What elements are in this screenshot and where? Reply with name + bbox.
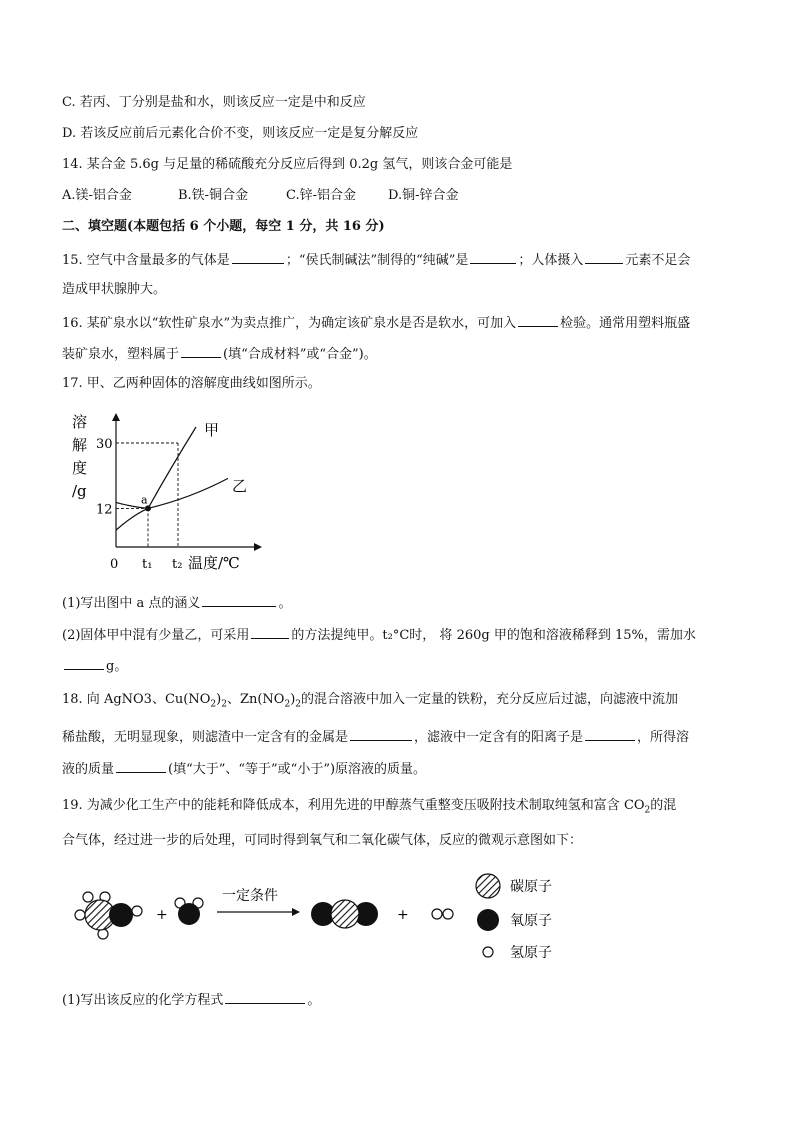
legend-carbon-label: 碳原子	[510, 879, 552, 895]
q19-sub1	[62, 990, 320, 1010]
q16-text-3: 装矿泉水，塑料属于	[62, 347, 180, 362]
q17-blank-3[interactable]	[64, 656, 104, 670]
q16-text-2: 检验。通常用塑料瓶盛	[560, 316, 691, 331]
q15-line1	[62, 250, 690, 270]
water-molecule	[175, 898, 203, 925]
q18-text-6: 液的质量	[62, 762, 115, 777]
q18-cu-close: )	[216, 692, 222, 707]
q14-options	[62, 187, 459, 205]
co2-molecule	[311, 900, 378, 928]
series-yi-curve	[116, 478, 228, 508]
q15-blank-2[interactable]	[470, 250, 516, 264]
q19-line1	[62, 797, 676, 820]
q17-stem: 17. 甲、乙两种固体的溶解度曲线如图所示。	[62, 376, 321, 391]
q18-zn-close: )	[290, 692, 296, 707]
y-axis-label-char: 溶	[72, 413, 88, 431]
q16-blank-2[interactable]	[181, 344, 221, 358]
q18-cu-open: (NO	[183, 692, 211, 707]
x-axis-arrow	[254, 543, 262, 551]
q19-sub1-text: (1)写出该反应的化学方程式	[62, 993, 224, 1008]
q19-sub1-end: 。	[307, 993, 321, 1008]
q18-blank-1[interactable]	[350, 727, 412, 741]
q17-sub2-line2	[62, 656, 127, 676]
q18-text-3: 稀盐酸，无明显现象，则滤渣中一定含有的金属是	[62, 730, 349, 745]
q13-option-c: C. 若丙、丁分别是盐和水，则该反应一定是中和反应	[62, 95, 366, 110]
solubility-chart	[70, 405, 270, 580]
series-yi-label: 乙	[232, 477, 248, 495]
q15-text-2: ；“侯氏制碱法”制得的“纯碱”是	[285, 253, 469, 268]
q17-blank-1[interactable]	[202, 593, 276, 607]
q14-option-b: B.铁-铜合金	[178, 188, 249, 203]
q15-text-4: 元素不足会	[625, 253, 691, 268]
q17-sub2-text-2: 的方法提纯甲。t₂°C时， 将 260g 甲的饱和溶液稀释到 15%，需加水	[291, 628, 696, 643]
q17-sub2	[62, 625, 696, 645]
q18-text-4: ，滤液中一定含有的阳离子是	[414, 730, 584, 745]
y-axis-label-char: /g	[72, 482, 87, 500]
y-axis-arrow	[112, 413, 120, 421]
plus-sign-1: +	[156, 907, 168, 923]
q18-cu-formula	[183, 692, 227, 710]
q16-line2	[62, 344, 377, 364]
legend-oxygen-label: 氧原子	[510, 913, 552, 929]
q18-cu-sub: 2	[210, 699, 217, 710]
q19-text-1: 19. 为减少化工生产中的能耗和降低成本，利用先进的甲醇蒸气重整变压吸附技术制取纯氢和富含 CO	[62, 798, 645, 813]
q16-line1	[62, 313, 690, 333]
legend-hydrogen-icon	[483, 947, 493, 957]
q18-blank-3[interactable]	[116, 759, 166, 773]
q14-option-d: D.铜-锌合金	[388, 188, 459, 203]
q18-line1	[62, 691, 678, 714]
q18-text-7: (填“大于”、“等于”或“小于”)原溶液的质量。	[168, 762, 427, 777]
x-tick-label: t₂	[172, 557, 183, 572]
reaction-arrow-head	[292, 908, 300, 916]
q19-blank-1[interactable]	[225, 990, 305, 1004]
x-tick-label: t₁	[142, 557, 153, 572]
q13-option-d: D. 若该反应前后元素化合价不变，则该反应一定是复分解反应	[62, 126, 419, 141]
q14-stem: 14. 某合金 5.6g 与足量的稀硫酸充分反应后得到 0.2g 氢气，则该合金可能是	[62, 157, 513, 172]
series-jia-curve	[116, 427, 196, 530]
q17-sub2-text-3: g。	[106, 659, 128, 674]
q18-text-1: 18. 向 AgNO3、Cu	[62, 692, 184, 707]
plus-sign-2: +	[397, 907, 409, 923]
q18-text-mid: 、Zn	[226, 692, 258, 707]
q17-sub2-text-1: (2)固体甲中混有少量乙，可采用	[62, 628, 250, 643]
q17-sub1	[62, 593, 291, 613]
q18-blank-2[interactable]	[585, 727, 635, 741]
q18-zn-formula	[257, 692, 301, 710]
chart-layer	[72, 413, 262, 572]
legend-oxygen-icon	[477, 909, 499, 931]
q14-option-a: A.镁-铝合金	[62, 188, 132, 203]
q18-cu-sub2: 2	[221, 699, 227, 710]
origin-label: 0	[110, 557, 119, 572]
q18-text-5: ，所得溶	[637, 730, 690, 745]
point-a-label: a	[141, 493, 148, 507]
q15-line2: 造成甲状腺肿大。	[62, 282, 167, 297]
y-axis-label-char: 解	[72, 436, 88, 454]
q19-text-2: 的混	[650, 798, 677, 813]
q17-sub1-end: 。	[278, 596, 292, 611]
q18-line3	[62, 759, 426, 779]
q15-text-1: 15. 空气中含量最多的气体是	[62, 253, 230, 268]
q18-zn-sub: 2	[284, 699, 291, 710]
q16-blank-1[interactable]	[518, 313, 558, 327]
q18-zn-open: (NO	[257, 692, 285, 707]
q15-blank-1[interactable]	[232, 250, 284, 264]
q19-co2-sub: 2	[644, 805, 651, 816]
y-tick-label: 12	[96, 502, 113, 518]
q18-text-2: 的混合溶液中加入一定量的铁粉，充分反应后过滤，向滤液中流加	[301, 692, 679, 707]
x-axis-label: 温度/℃	[188, 554, 240, 572]
h2-molecule	[432, 909, 453, 919]
y-axis-label-char: 度	[72, 459, 88, 477]
q19-line2: 合气体，经过进一步的后处理，可同时得到氧气和二氧化碳气体，反应的微观示意图如下：	[62, 833, 583, 848]
q18-zn-sub2: 2	[295, 699, 301, 710]
q14-option-c: C.锌-铝合金	[286, 188, 357, 203]
y-tick-label: 30	[96, 437, 113, 452]
legend	[476, 874, 552, 961]
legend-hydrogen-label: 氢原子	[510, 945, 552, 961]
methanol-molecule	[75, 892, 142, 939]
q18-line2	[62, 727, 689, 747]
section-title: 二、填空题(本题包括 6 个小题，每空 1 分，共 16 分)	[62, 219, 385, 234]
q17-sub1-text: (1)写出图中 a 点的涵义	[62, 596, 201, 611]
legend-carbon-icon	[476, 874, 500, 898]
q17-blank-2[interactable]	[251, 625, 289, 639]
q15-text-3: ；人体摄入	[518, 253, 584, 268]
series-jia-label: 甲	[204, 421, 220, 439]
q15-blank-3[interactable]	[585, 250, 623, 264]
reaction-diagram	[70, 870, 590, 970]
q16-text-4: (填“合成材料”或“合金”)。	[223, 347, 377, 362]
q16-text-1: 16. 某矿泉水以“软性矿泉水”为卖点推广，为确定该矿泉水是否是软水，可加入	[62, 316, 517, 331]
reaction-condition: 一定条件	[222, 888, 278, 904]
